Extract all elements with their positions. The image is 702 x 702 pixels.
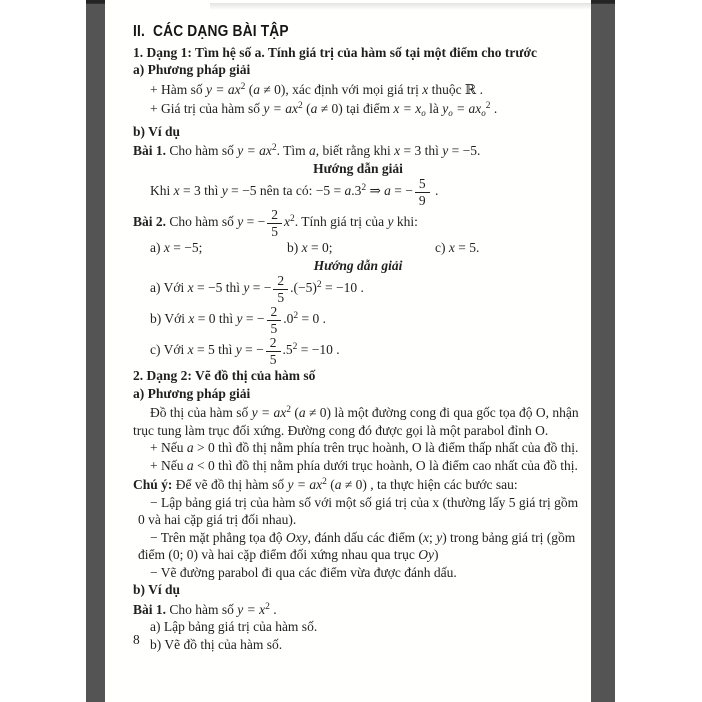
- text-segment: y: [221, 182, 228, 198]
- text-segment: Oxy: [285, 529, 308, 545]
- text-segment: .: [269, 601, 277, 617]
- text-segment: a: [186, 440, 194, 455]
- text-segment: y = ax: [237, 143, 272, 158]
- text-segment: + Nếu: [150, 457, 187, 473]
- text-segment: x: [163, 240, 170, 255]
- bold-text: Bài 1.: [133, 143, 167, 158]
- fraction-numerator: 2: [266, 336, 281, 352]
- text-segment: . Tính giá trị của: [294, 213, 388, 229]
- text-segment: = 3 thì: [179, 182, 222, 198]
- text-segment: a) Với: [150, 279, 188, 295]
- text-segment: a) Lập bảng giá trị của hàm số.: [150, 619, 318, 634]
- text-segment: = −: [249, 279, 272, 295]
- text-segment: ⇒: [366, 182, 385, 198]
- text-segment: a: [344, 182, 352, 198]
- text-segment: = 0;: [307, 240, 333, 255]
- text-segment: a: [186, 457, 194, 473]
- text-segment: = −5.: [448, 143, 481, 158]
- fraction-numerator: 2: [267, 305, 282, 321]
- method-label-1: [133, 61, 583, 79]
- text-segment: a: [384, 182, 391, 198]
- text-segment: y = ax: [251, 405, 287, 420]
- text-segment: a: [309, 143, 316, 158]
- fraction-denominator: 5: [270, 321, 278, 336]
- text-segment: b) Vẽ đồ thị của hàm số.: [150, 636, 283, 652]
- text-segment: (: [302, 101, 311, 116]
- text-segment: .0: [283, 310, 294, 326]
- text-segment: trục tung làm trục đối xứng. Đường cong đó được gọi là một parabol đỉnh O.: [133, 422, 549, 438]
- text-segment: o: [481, 108, 486, 118]
- bai1-dang2-a: [150, 618, 583, 636]
- text-segment: a: [310, 101, 318, 116]
- bold-text: Bài 1.: [133, 601, 167, 617]
- text-segment: , xác định với mọi giá trị: [285, 81, 423, 97]
- text-segment: Hướng dẫn giải: [313, 257, 403, 273]
- graph-desc-line1: [150, 402, 583, 422]
- text-segment: x: [188, 310, 195, 326]
- page-sheet: [105, 0, 591, 702]
- bold-text: Chú ý:: [133, 477, 173, 492]
- graph-desc-line2: [133, 422, 583, 440]
- chu-y-line: [133, 474, 583, 494]
- text-segment: y: [442, 101, 449, 116]
- text-segment: b) Ví dụ: [133, 123, 181, 139]
- step1-line1: [150, 494, 583, 512]
- text-segment: 2: [322, 477, 327, 487]
- text-segment: x: [422, 81, 429, 97]
- text-segment: 2: [297, 101, 303, 111]
- text-segment: 2: [265, 601, 270, 612]
- text-segment: o: [448, 108, 453, 118]
- text-segment: điểm (0; 0) và hai cặp điểm đối xứng nhau qua trục: [138, 547, 419, 562]
- step2-line1: [150, 529, 583, 547]
- bold-text: Bài 2.: [133, 213, 167, 229]
- text-segment: II. CÁC DẠNG BÀI TẬP: [133, 23, 289, 40]
- text-segment: = −: [241, 341, 264, 357]
- text-segment: y = x: [237, 601, 266, 617]
- text-segment: 2. Dạng 2: Vẽ đồ thị của hàm số: [133, 368, 316, 383]
- dang1-title: [133, 44, 583, 62]
- text-segment: o: [421, 108, 426, 118]
- text-segment: 2: [271, 143, 277, 153]
- text-segment: = 0 .: [298, 310, 326, 326]
- text-segment: 2: [485, 101, 491, 111]
- text-segment: .: [490, 101, 498, 116]
- bai1-dang2-title: [133, 599, 583, 619]
- text-segment: x: [187, 279, 194, 295]
- fraction: [265, 305, 284, 336]
- dang2-title: [133, 367, 583, 385]
- text-segment: 2: [292, 341, 298, 352]
- bai1-dang2-b: [150, 636, 583, 654]
- fraction: [265, 208, 284, 239]
- solution-heading-2: [133, 257, 583, 275]
- text-segment: Cho hàm số: [166, 601, 238, 617]
- text-segment: x = x: [393, 101, 422, 116]
- fraction-denominator: 5: [277, 290, 285, 305]
- right-binding-bar: [591, 0, 615, 702]
- text-segment: (: [245, 81, 254, 97]
- example-label-1: [133, 123, 583, 141]
- text-segment: 2: [286, 405, 291, 415]
- text-segment: 2: [361, 182, 367, 193]
- fraction: [413, 177, 432, 208]
- text-segment: = 3 thì: [400, 143, 443, 158]
- text-segment: = −5 thì: [193, 279, 244, 295]
- text-segment: ≠ 0): [341, 477, 367, 492]
- text-segment: < 0 thì đồ thị nằm phía dưới trục hoành, O là điểm cao nhất của đồ thị.: [193, 457, 578, 473]
- bai2-title: [133, 208, 583, 239]
- fraction-denominator: 9: [418, 193, 426, 208]
- text-segment: b) Với: [150, 310, 189, 326]
- text-segment: ≠ 0): [259, 81, 286, 97]
- solution-heading-1: [133, 160, 583, 178]
- text-segment: b) Ví dụ: [133, 582, 181, 597]
- text-segment: . Tìm: [276, 143, 310, 158]
- fraction-numerator: 5: [415, 177, 430, 193]
- text-segment: (: [326, 477, 335, 492]
- fraction-denominator: 5: [271, 224, 279, 239]
- text-segment: + Hàm số: [150, 81, 206, 97]
- text-segment: = 5 thì: [193, 341, 236, 357]
- text-segment: ≠ 0) là một đường cong đi qua gốc tọa độ O, nhận: [305, 405, 579, 420]
- text-segment: là: [425, 101, 443, 116]
- text-segment: .(−5): [290, 279, 317, 295]
- fraction-numerator: 2: [267, 208, 282, 224]
- text-segment: .5: [282, 341, 293, 357]
- text-segment: .: [431, 182, 439, 198]
- text-segment: .3: [351, 182, 362, 198]
- text-segment: x: [394, 143, 401, 158]
- fraction: [264, 336, 283, 367]
- case-c-solution: [150, 336, 583, 367]
- text-segment: y: [237, 213, 244, 229]
- text-segment: a: [298, 405, 306, 420]
- method-point-1: [150, 79, 583, 99]
- fraction: [271, 274, 290, 305]
- text-segment: 2: [293, 310, 299, 321]
- text-segment: = −: [390, 182, 413, 198]
- text-segment: 0 và hai cặp giá trị đối nhau).: [138, 512, 297, 527]
- page-number: 8: [133, 632, 140, 647]
- text-segment: 1. Dạng 1: Tìm hệ số a. Tính giá trị của hàm số tại một điểm cho trước: [133, 44, 537, 60]
- text-segment: khi:: [393, 213, 418, 229]
- fraction-numerator: 2: [273, 274, 288, 290]
- text-segment: x: [187, 341, 194, 357]
- text-segment: a) Phương pháp giải: [133, 62, 251, 77]
- left-binding-bar: [86, 0, 105, 702]
- case-option: [435, 239, 479, 257]
- text-segment: y = ax: [205, 81, 241, 97]
- text-segment: = −10 .: [297, 341, 340, 357]
- text-segment: y: [387, 213, 394, 229]
- scan-shadow: [210, 3, 591, 10]
- text-segment: = −: [242, 310, 265, 326]
- text-segment: x: [301, 240, 308, 255]
- text-segment: ≠ 0) tại điểm: [317, 101, 394, 116]
- text-segment: (: [290, 405, 299, 420]
- note-a-negative: [150, 457, 583, 475]
- text-segment: + Giá trị của hàm số: [150, 101, 264, 116]
- note-a-positive: [150, 439, 583, 457]
- text-segment: b): [287, 240, 302, 255]
- text-segment: ) trong bảng giá trị (gồm: [442, 529, 576, 545]
- method-point-2: [150, 98, 583, 123]
- text-segment: ;: [429, 529, 437, 545]
- text-segment: > 0 thì đồ thị nằm phía trên trục hoành, O là điểm thấp nhất của đồ thị.: [193, 440, 579, 455]
- text-segment: Đồ thị của hàm số: [150, 405, 252, 420]
- text-segment: , đánh dấu các điểm (: [307, 529, 424, 545]
- step2-line2: [138, 546, 583, 564]
- text-segment: y = ax: [263, 101, 298, 116]
- text-segment: y: [243, 279, 250, 295]
- bai1-solution: [150, 177, 583, 208]
- step3-line: [150, 564, 583, 582]
- text-segment: Hướng dẫn giải: [313, 160, 403, 176]
- text-segment: Khi: [150, 182, 174, 198]
- text-segment: y = ax: [287, 477, 323, 492]
- text-segment: − Lập bảng giá trị của hàm số với một số giá trị của x (thường lấy 5 giá trị gồm: [150, 494, 579, 510]
- text-segment: y: [235, 341, 242, 357]
- text-segment: = −: [243, 213, 266, 229]
- text-segment: c): [435, 240, 449, 255]
- text-segment: , ta thực hiện các bước sau:: [366, 477, 518, 492]
- page-content: [133, 23, 583, 653]
- example-label-2: [133, 581, 583, 599]
- text-segment: x: [173, 182, 180, 198]
- text-segment: a) Phương pháp giải: [133, 385, 251, 401]
- text-segment: = ax: [452, 101, 482, 116]
- text-segment: = 0 thì: [194, 310, 237, 326]
- text-segment: + Nếu: [150, 440, 187, 455]
- text-segment: y: [442, 143, 449, 158]
- bai1-dang1-title: [133, 140, 583, 160]
- method-label-2: [133, 385, 583, 403]
- section-heading: [133, 23, 583, 41]
- text-segment: Để vẽ đồ thị hàm số: [172, 477, 288, 492]
- text-segment: a: [334, 477, 342, 492]
- text-segment: x: [423, 529, 430, 545]
- text-segment: , biết rằng khi: [315, 143, 395, 158]
- case-option: [150, 239, 287, 257]
- case-option: [287, 239, 435, 257]
- text-segment: thuộc ℝ .: [428, 81, 483, 97]
- text-segment: = 5.: [454, 240, 480, 255]
- text-segment: x: [284, 213, 291, 229]
- fraction-denominator: 5: [269, 352, 277, 367]
- text-segment: − Vẽ đường parabol đi qua các điểm vừa được đánh dấu.: [150, 564, 457, 580]
- text-segment: Cho hàm số: [166, 143, 238, 158]
- text-segment: 2: [290, 213, 295, 224]
- text-segment: = −5;: [169, 240, 203, 255]
- text-segment: y: [436, 529, 443, 545]
- text-segment: 2: [240, 81, 246, 92]
- case-b-solution: [150, 305, 583, 336]
- text-segment: = −5 nên ta có: −5 =: [227, 182, 345, 198]
- text-segment: Oy: [418, 547, 434, 562]
- text-segment: = −10 .: [321, 279, 364, 295]
- step1-line2: [138, 511, 583, 529]
- text-segment: 2: [316, 279, 322, 290]
- text-segment: x: [448, 240, 455, 255]
- text-segment: ): [434, 547, 439, 562]
- text-segment: c) Với: [150, 341, 188, 357]
- text-segment: − Trên mặt phẳng tọa độ: [150, 529, 286, 545]
- text-segment: Cho hàm số: [166, 213, 238, 229]
- case-a-solution: [150, 274, 583, 305]
- bai2-cases: [150, 239, 583, 257]
- text-segment: a: [253, 81, 260, 97]
- text-segment: y: [236, 310, 243, 326]
- text-segment: a): [150, 240, 164, 255]
